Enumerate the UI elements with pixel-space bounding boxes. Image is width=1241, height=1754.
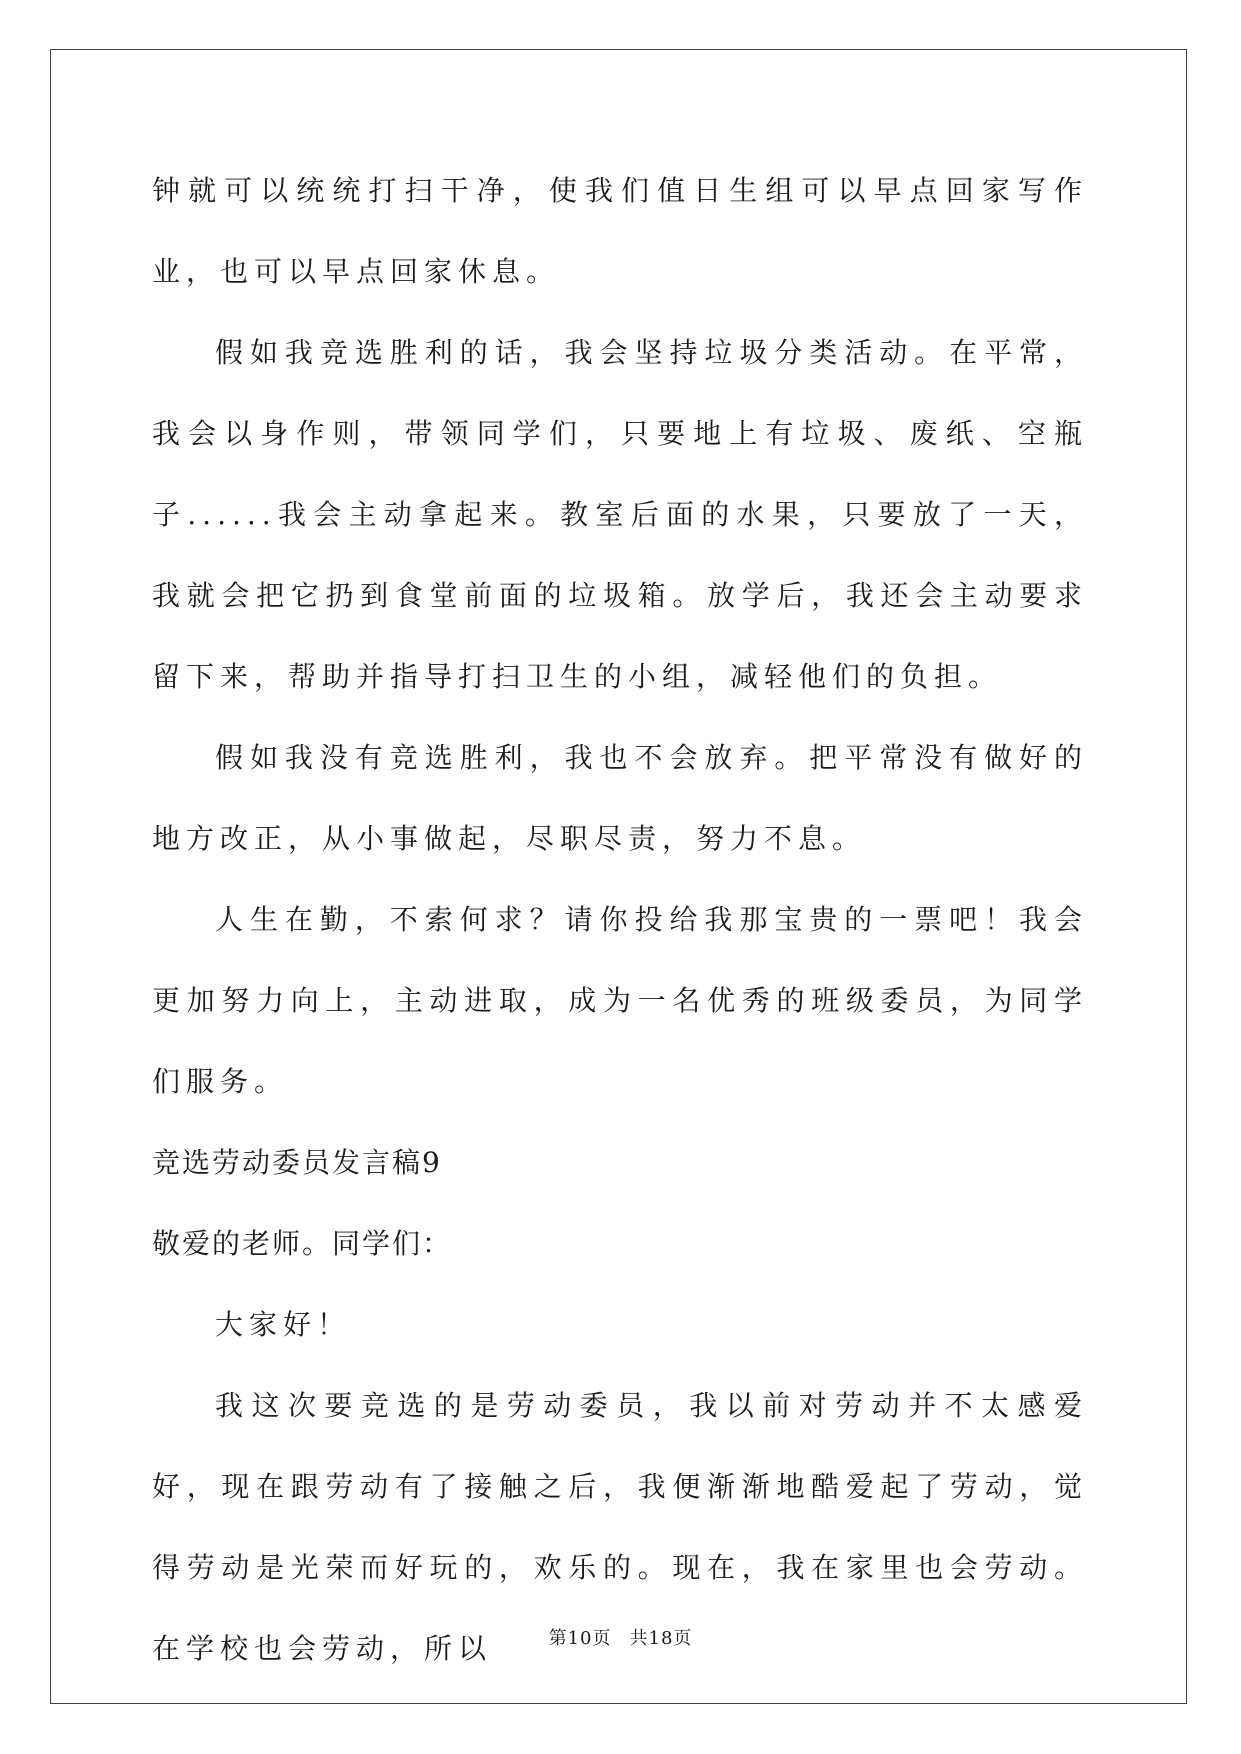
paragraph-2: 假如我竞选胜利的话，我会坚持垃圾分类活动。在平常，我会以身作则，带领同学们，只要地上有垃圾、废纸、空瓶子......我会主动拿起来。教室后面的水果，只要放了一天，我就会把它扔到食堂前面的垃圾箱。放学后，我还会主动要求留下来，帮助并指导打扫卫生的小组，减轻他们的负担。 bbox=[152, 336, 1088, 693]
paragraph-1: 钟就可以统统打扫干净，使我们值日生组可以早点回家写作业，也可以早点回家休息。 bbox=[152, 174, 1088, 288]
page-number: 第10页 bbox=[548, 1628, 612, 1649]
greeting: 大家好！ bbox=[215, 1308, 352, 1341]
section-title: 竞选劳动委员发言稿9 bbox=[152, 1146, 442, 1179]
body-paragraph: 我这次要竞选的是劳动委员，我以前对劳动并不太感爱好，现在跟劳动有了接触之后，我便渐渐地酷爱起了劳动，觉得劳动是光荣而好玩的，欢乐的。现在，我在家里也会劳动。在学校也会劳动，所以 bbox=[152, 1389, 1088, 1665]
paragraph-4: 人生在勤，不索何求？请你投给我那宝贵的一票吧！我会更加努力向上，主动进取，成为一名优秀的班级委员，为同学们服务。 bbox=[152, 903, 1088, 1098]
document-body bbox=[152, 150, 1088, 1689]
page-total: 共18页 bbox=[629, 1628, 693, 1649]
salutation: 敬爱的老师。同学们： bbox=[152, 1227, 453, 1260]
page-footer bbox=[0, 1627, 1241, 1651]
paragraph-3: 假如我没有竞选胜利，我也不会放弃。把平常没有做好的地方改正，从小事做起，尽职尽责，努力不息。 bbox=[152, 741, 1088, 855]
